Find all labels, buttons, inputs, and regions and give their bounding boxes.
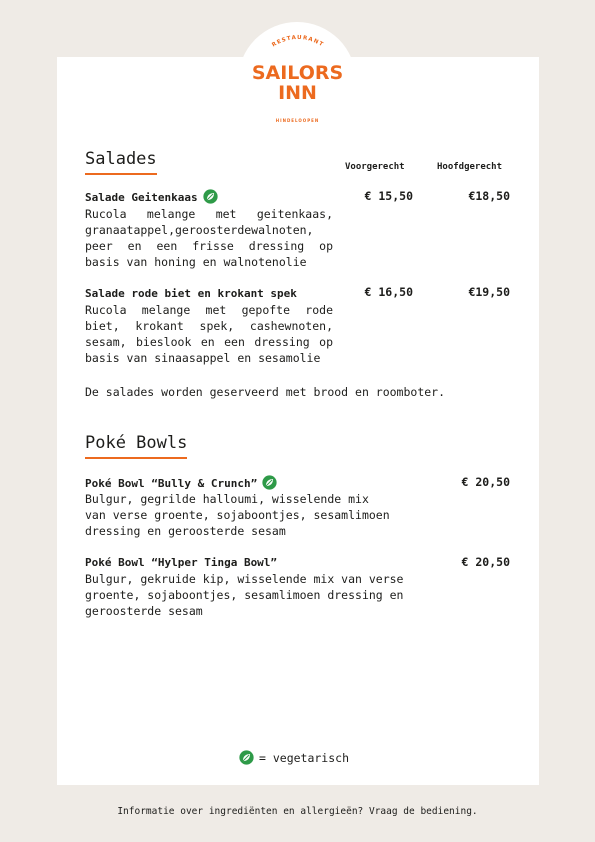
price-main: €19,50 [468, 285, 510, 299]
price-starter: € 15,50 [364, 189, 413, 203]
salades-note: De salades worden geserveerd met brood en roomboter. [85, 385, 446, 399]
menu-item-name: Salade rode biet en krokant spek [85, 287, 297, 300]
logo-line-2: INN [278, 82, 317, 104]
logo-line-1: SAILORS [251, 62, 344, 84]
menu-item-description: Bulgur, gekruide kip, wisselende mix van verse groente, sojaboontjes, sesamlimoen dressing en geroosterde sesam [85, 572, 404, 618]
column-header-hoofdgerecht: Hoofdgerecht [437, 162, 503, 172]
leaf-icon [239, 750, 254, 765]
section-title-salades: Salades [85, 148, 157, 175]
allergy-footer: Informatie over ingrediënten en allergieën? Vraag de bediening. [117, 806, 478, 817]
logo [237, 63, 358, 103]
menu-item-description: Rucola melange met geitenkaas, granaatappel,geroosterdewalnoten, peer en een frisse dressing op basis van honing en walnotenolie [85, 207, 333, 269]
menu-item-name: Salade Geitenkaas [85, 189, 218, 206]
vegetarian-legend: = vegetarisch [239, 750, 349, 765]
svg-text:RESTAURANT: RESTAURANT [271, 34, 325, 49]
menu-item-name: Poké Bowl “Hylper Tinga Bowl” [85, 556, 278, 569]
price: € 20,50 [461, 555, 510, 569]
price: € 20,50 [461, 475, 510, 489]
column-header-voorgerecht: Voorgerecht [345, 162, 405, 172]
logo-arc-text [260, 28, 336, 54]
logo-subtext: HINDELOOPEN [275, 118, 320, 123]
price-main: €18,50 [468, 189, 510, 203]
section-title-poke-bowls: Poké Bowls [85, 432, 187, 459]
leaf-icon [262, 475, 277, 490]
leaf-icon [203, 189, 218, 204]
menu-item-description: Rucola melange met gepofte rode biet, krokant spek, cashewnoten, sesam, bieslook en een dressing op basis van sinaasappel en sesamolie [85, 303, 333, 365]
menu-item-name: Poké Bowl “Bully & Crunch” [85, 475, 277, 492]
menu-item-description: Bulgur, gegrilde halloumi, wisselende mix van verse groente, sojaboontjes, sesamlimoen dressing en geroosterde sesam [85, 492, 390, 538]
price-starter: € 16,50 [364, 285, 413, 299]
